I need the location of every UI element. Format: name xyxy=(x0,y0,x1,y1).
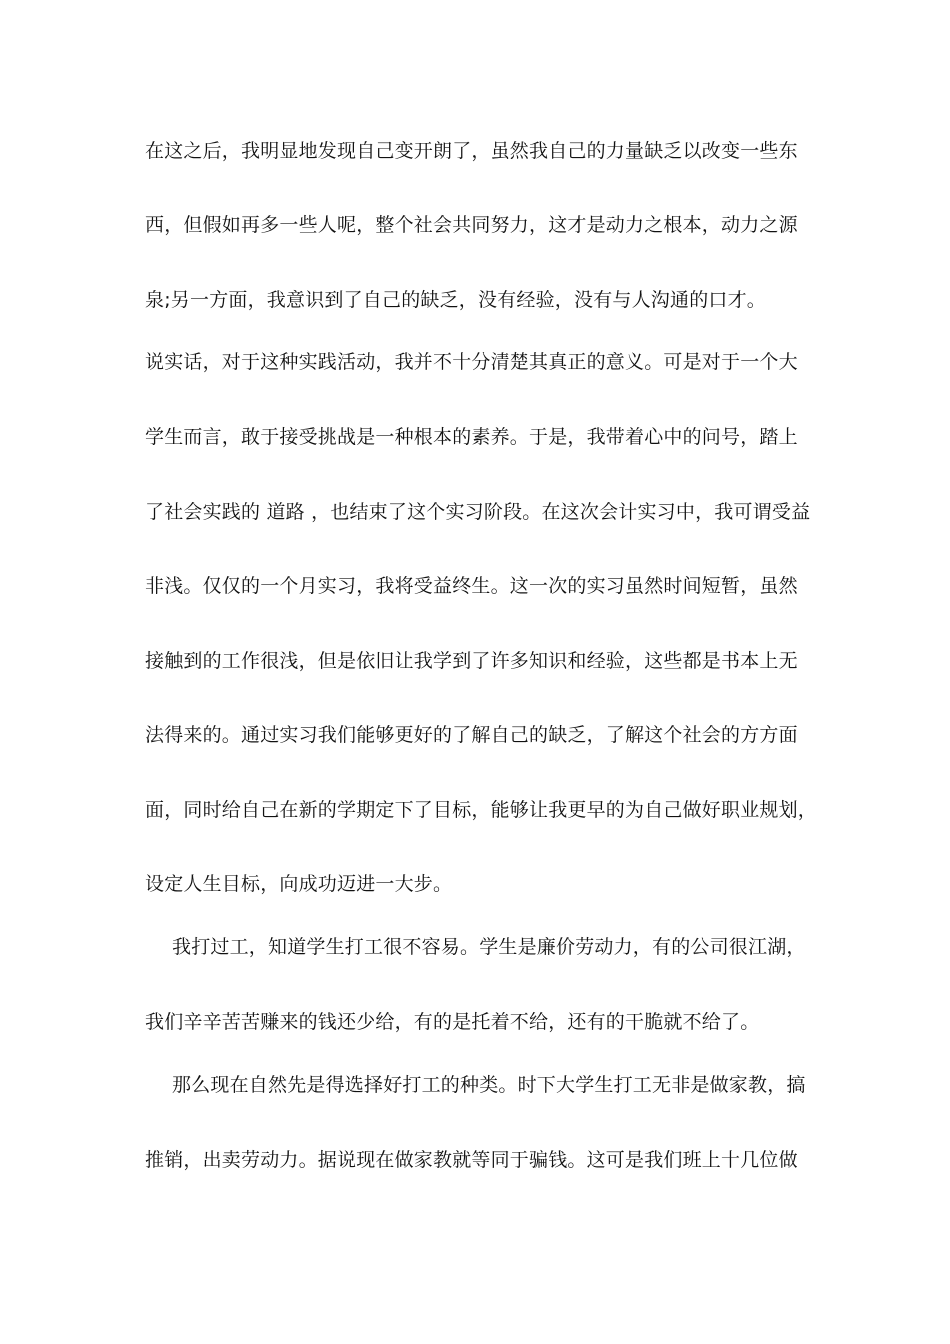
text-line: 泉;另一方面，我意识到了自己的缺乏，没有经验，没有与人沟通的口才。 xyxy=(145,289,767,311)
text-line: 推销，出卖劳动力。据说现在做家教就等同于骗钱。这可是我们班上十几位做 xyxy=(145,1149,798,1171)
text-line: 在这之后，我明显地发现自己变开朗了，虽然我自己的力量缺乏以改变一些东 xyxy=(145,140,798,162)
paragraph-first-line: 那么现在自然先是得选择好打工的种类。时下大学生打工无非是做家教，搞 xyxy=(172,1074,806,1096)
text-line: 了社会实践的 道路 ，也结束了这个实习阶段。在这次会计实习中，我可谓受益 xyxy=(145,501,811,523)
text-line: 西，但假如再多一些人呢，整个社会共同努力，这才是动力之根本，动力之源 xyxy=(145,214,798,236)
text-line: 法得来的。通过实习我们能够更好的了解自己的缺乏，了解这个社会的方方面 xyxy=(145,724,798,746)
text-line: 说实话，对于这种实践活动，我并不十分清楚其真正的意义。可是对于一个大 xyxy=(145,351,798,373)
text-line: 学生而言，敢于接受挑战是一种根本的素养。于是，我带着心中的问号，踏上 xyxy=(145,426,798,448)
paragraph-first-line: 我打过工，知道学生打工很不容易。学生是廉价劳动力，有的公司很江湖， xyxy=(172,936,806,958)
text-line: 我们辛辛苦苦赚来的钱还少给，有的是托着不给，还有的干脆就不给了。 xyxy=(145,1011,760,1033)
text-line: 非浅。仅仅的一个月实习，我将受益终生。这一次的实习虽然时间短暂，虽然 xyxy=(145,575,798,597)
text-line: 设定人生目标，向成功迈进一大步。 xyxy=(145,873,453,895)
text-line: 面，同时给自己在新的学期定下了目标，能够让我更早的为自己做好职业规划， xyxy=(145,799,818,821)
text-line: 接触到的工作很浅，但是依旧让我学到了许多知识和经验，这些都是书本上无 xyxy=(145,650,798,672)
